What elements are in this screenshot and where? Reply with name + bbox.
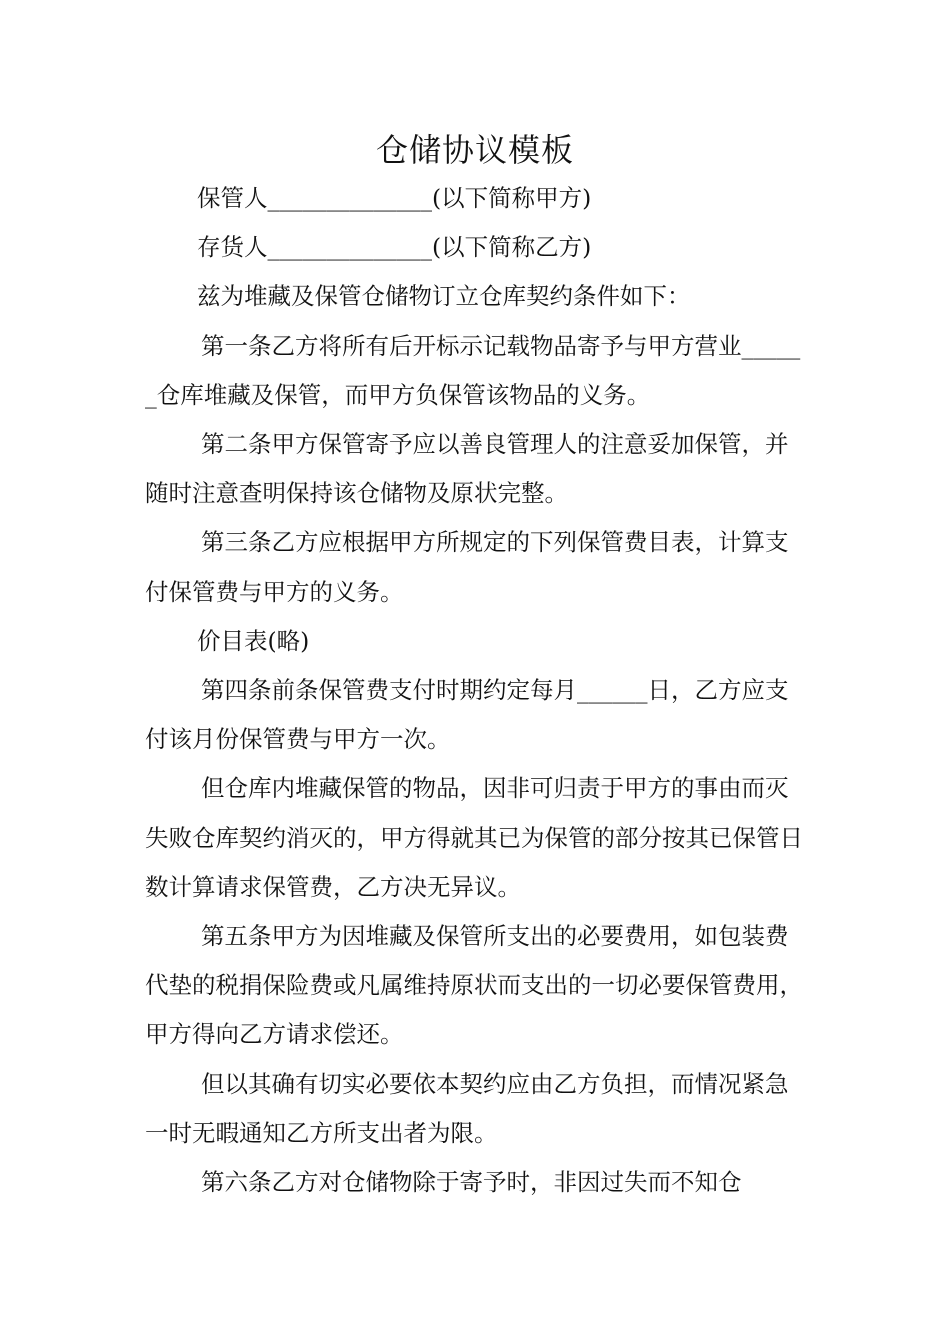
paragraph-intro: 兹为堆藏及保管仓储物订立仓库契约条件如下：: [197, 282, 691, 311]
paragraph-article-5-note: 但以其确有切实必要依本契约应由乙方负担，而情况紧急一时无暇通知乙方所支出者为限。: [145, 1069, 789, 1147]
paragraph-article-5: 第五条甲方为因堆藏及保管所支出的必要费用，如包装费代垫的税捐保险费或凡属维持原状而支出的一切必要保管费用，甲方得向乙方请求偿还。: [145, 922, 803, 1049]
paragraph-article-2: 第二条甲方保管寄予应以善良管理人的注意妥加保管，并随时注意查明保持该仓储物及原状完整。: [145, 430, 789, 508]
paragraph-keeper: 保管人______________(以下简称甲方): [197, 184, 592, 212]
paragraph-article-4-note: 但仓库内堆藏保管的物品，因非可归责于甲方的事由而灭失败仓库契约消灭的，甲方得就其已为保管的部分按其已保管日数计算请求保管费，乙方决无异议。: [145, 774, 803, 901]
paragraph-article-1: 第一条乙方将所有后开标示记载物品寄予与甲方营业______仓库堆藏及保管，而甲方负保管该物品的义务。: [145, 331, 801, 409]
paragraph-article-4: 第四条前条保管费支付时期约定每月______日，乙方应支付该月份保管费与甲方一次。: [145, 676, 789, 754]
paragraph-depositor: 存货人______________(以下简称乙方): [197, 233, 592, 262]
paragraph-article-3: 第三条乙方应根据甲方所规定的下列保管费目表，计算支付保管费与甲方的义务。: [145, 528, 789, 606]
paragraph-price-table: 价目表(略): [197, 626, 310, 655]
document-body: [145, 174, 810, 1207]
document-title: 仓储协议模板: [375, 131, 574, 169]
paragraph-article-6: 第六条乙方对仓储物除于寄予时，非因过失而不知仓: [201, 1168, 742, 1197]
